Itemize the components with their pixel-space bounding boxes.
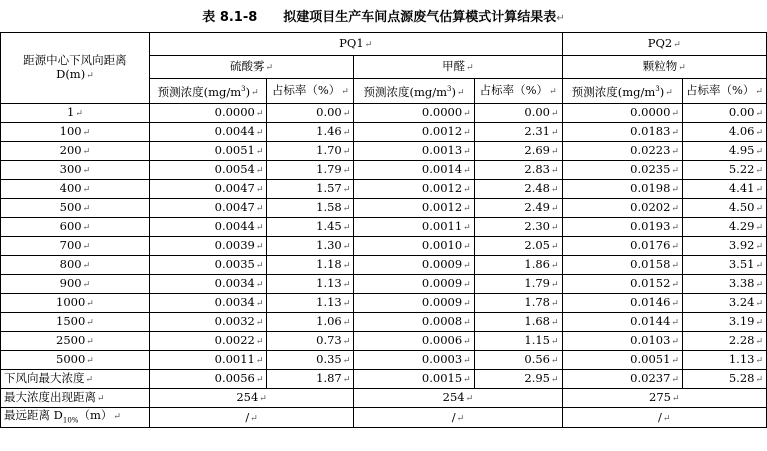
table-row (1, 332, 767, 351)
conc-cell-formaldehyde: 0.0013↵ (354, 142, 474, 161)
conc-cell-formaldehyde: 0.0015↵ (354, 370, 474, 389)
rate-cell-sulfuric-acid: 0.73↵ (267, 332, 354, 351)
conc-cell-formaldehyde: 0.0008↵ (354, 313, 474, 332)
conc-cell-sulfuric-acid: 0.0056↵ (149, 370, 267, 389)
conc-cell-formaldehyde: 0.0011↵ (354, 218, 474, 237)
table-row (1, 199, 767, 218)
nearest-distance-particulate: /↵ (562, 408, 766, 428)
distance-cell: 500↵ (1, 199, 150, 218)
distance-header: 距源中心下风向距离 D(m)↵ (1, 33, 150, 104)
rate-cell-sulfuric-acid: 1.70↵ (267, 142, 354, 161)
table-row (1, 218, 767, 237)
table-title-text: 拟建项目生产车间点源废气估算模式计算结果表 (283, 10, 557, 25)
conc-cell-sulfuric-acid: 0.0000↵ (149, 104, 267, 123)
max-distance-row (1, 389, 767, 408)
rate-cell-sulfuric-acid: 1.18↵ (267, 256, 354, 275)
rate-cell-formaldehyde: 0.56↵ (474, 351, 562, 370)
table-row (1, 370, 767, 389)
max-distance-formaldehyde: 254↵ (354, 389, 562, 408)
rate-cell-particulate: 4.50↵ (682, 199, 766, 218)
distance-cell: 下风向最大浓度↵ (1, 370, 150, 389)
conc-header-particulate: 预测浓度$(mg/m^3)↵$ (562, 79, 682, 104)
rate-cell-sulfuric-acid: 1.46↵ (267, 123, 354, 142)
distance-cell: 1000↵ (1, 294, 150, 313)
rate-cell-sulfuric-acid: 0.00↵ (267, 104, 354, 123)
conc-cell-particulate: 0.0103↵ (562, 332, 682, 351)
conc-cell-formaldehyde: 0.0009↵ (354, 256, 474, 275)
distance-cell: 900↵ (1, 275, 150, 294)
conc-cell-formaldehyde: 0.0012↵ (354, 180, 474, 199)
distance-cell: 5000↵ (1, 351, 150, 370)
conc-cell-particulate: 0.0051↵ (562, 351, 682, 370)
conc-cell-particulate: 0.0223↵ (562, 142, 682, 161)
distance-cell: 400↵ (1, 180, 150, 199)
source-pq1-header: PQ1↵ (149, 33, 562, 56)
distance-cell: 1↵ (1, 104, 150, 123)
conc-cell-sulfuric-acid: 0.0034↵ (149, 275, 267, 294)
conc-cell-formaldehyde: 0.0009↵ (354, 275, 474, 294)
distance-cell: 800↵ (1, 256, 150, 275)
rate-header-sulfuric-acid: 占标率（%）↵ (267, 79, 354, 104)
rate-cell-particulate: 4.29↵ (682, 218, 766, 237)
conc-header-sulfuric-acid: 预测浓度$(mg/m^3)↵$ (149, 79, 267, 104)
conc-cell-particulate: 0.0237↵ (562, 370, 682, 389)
conc-cell-sulfuric-acid: 0.0011↵ (149, 351, 267, 370)
rate-cell-formaldehyde: 1.78↵ (474, 294, 562, 313)
max-distance-label: 最大浓度出现距离↵ (1, 389, 150, 408)
rate-cell-formaldehyde: 2.83↵ (474, 161, 562, 180)
conc-cell-particulate: 0.0158↵ (562, 256, 682, 275)
conc-cell-particulate: 0.0193↵ (562, 218, 682, 237)
rate-cell-particulate: 0.00↵ (682, 104, 766, 123)
distance-cell: 2500↵ (1, 332, 150, 351)
rate-cell-particulate: 3.38↵ (682, 275, 766, 294)
nearest-distance-sulfuric-acid: /↵ (149, 408, 353, 428)
rate-cell-formaldehyde: 2.30↵ (474, 218, 562, 237)
table-title: 表 8.1-8 拟建项目生产车间点源废气估算模式计算结果表↵ (202, 10, 565, 25)
conc-cell-sulfuric-acid: 0.0051↵ (149, 142, 267, 161)
results-table (0, 32, 767, 428)
conc-cell-sulfuric-acid: 0.0034↵ (149, 294, 267, 313)
rate-cell-particulate: 4.41↵ (682, 180, 766, 199)
nearest-distance-row (1, 408, 767, 428)
rate-header-particulate: 占标率（%）↵ (682, 79, 766, 104)
table-row (1, 294, 767, 313)
table-row (1, 104, 767, 123)
conc-cell-particulate: 0.0144↵ (562, 313, 682, 332)
rate-cell-sulfuric-acid: 1.06↵ (267, 313, 354, 332)
rate-cell-formaldehyde: 2.05↵ (474, 237, 562, 256)
rate-cell-particulate: 4.06↵ (682, 123, 766, 142)
rate-cell-sulfuric-acid: 1.79↵ (267, 161, 354, 180)
rate-cell-sulfuric-acid: 1.57↵ (267, 180, 354, 199)
rate-header-formaldehyde: 占标率（%）↵ (474, 79, 562, 104)
distance-cell: 200↵ (1, 142, 150, 161)
rate-cell-formaldehyde: 2.95↵ (474, 370, 562, 389)
rate-cell-particulate: 4.95↵ (682, 142, 766, 161)
rate-cell-formaldehyde: 1.79↵ (474, 275, 562, 294)
rate-cell-sulfuric-acid: 1.30↵ (267, 237, 354, 256)
nearest-distance-formaldehyde: /↵ (354, 408, 562, 428)
max-distance-sulfuric-acid: 254↵ (149, 389, 353, 408)
max-distance-particulate: 275↵ (562, 389, 766, 408)
table-row (1, 256, 767, 275)
conc-cell-formaldehyde: 0.0003↵ (354, 351, 474, 370)
conc-cell-particulate: 0.0152↵ (562, 275, 682, 294)
conc-cell-particulate: 0.0000↵ (562, 104, 682, 123)
conc-cell-sulfuric-acid: 0.0047↵ (149, 180, 267, 199)
header-row-sources (1, 33, 767, 56)
table-row (1, 123, 767, 142)
rate-cell-sulfuric-acid: 1.45↵ (267, 218, 354, 237)
rate-cell-formaldehyde: 1.86↵ (474, 256, 562, 275)
rate-cell-formaldehyde: 1.15↵ (474, 332, 562, 351)
table-row (1, 237, 767, 256)
rate-cell-sulfuric-acid: 1.13↵ (267, 294, 354, 313)
table-row (1, 275, 767, 294)
conc-cell-particulate: 0.0183↵ (562, 123, 682, 142)
table-body (1, 104, 767, 389)
distance-cell: 1500↵ (1, 313, 150, 332)
conc-cell-sulfuric-acid: 0.0032↵ (149, 313, 267, 332)
conc-cell-sulfuric-acid: 0.0044↵ (149, 218, 267, 237)
conc-cell-formaldehyde: 0.0009↵ (354, 294, 474, 313)
conc-cell-particulate: 0.0146↵ (562, 294, 682, 313)
rate-cell-sulfuric-acid: 1.13↵ (267, 275, 354, 294)
rate-cell-sulfuric-acid: 1.87↵ (267, 370, 354, 389)
conc-cell-sulfuric-acid: 0.0022↵ (149, 332, 267, 351)
rate-cell-formaldehyde: 2.69↵ (474, 142, 562, 161)
table-row (1, 142, 767, 161)
conc-cell-sulfuric-acid: 0.0044↵ (149, 123, 267, 142)
rate-cell-formaldehyde: 2.31↵ (474, 123, 562, 142)
pollutant-header-particulate: 颗粒物↵ (562, 56, 766, 79)
conc-cell-particulate: 0.0202↵ (562, 199, 682, 218)
conc-cell-sulfuric-acid: 0.0047↵ (149, 199, 267, 218)
distance-cell: 600↵ (1, 218, 150, 237)
source-pq2-header: PQ2↵ (562, 33, 766, 56)
nearest-distance-label: 最远距离 $D_{10\%}(m)↵$ (1, 408, 150, 428)
pollutant-header-sulfuric-acid: 硫酸雾↵ (149, 56, 353, 79)
conc-cell-formaldehyde: 0.0006↵ (354, 332, 474, 351)
rate-cell-formaldehyde: 1.68↵ (474, 313, 562, 332)
rate-cell-sulfuric-acid: 0.35↵ (267, 351, 354, 370)
distance-cell: 100↵ (1, 123, 150, 142)
conc-cell-formaldehyde: 0.0012↵ (354, 123, 474, 142)
rate-cell-particulate: 3.19↵ (682, 313, 766, 332)
conc-cell-formaldehyde: 0.0000↵ (354, 104, 474, 123)
conc-cell-formaldehyde: 0.0014↵ (354, 161, 474, 180)
rate-cell-particulate: 3.92↵ (682, 237, 766, 256)
rate-cell-particulate: 5.28↵ (682, 370, 766, 389)
conc-cell-particulate: 0.0198↵ (562, 180, 682, 199)
distance-cell: 700↵ (1, 237, 150, 256)
rate-cell-formaldehyde: 2.49↵ (474, 199, 562, 218)
rate-cell-particulate: 3.24↵ (682, 294, 766, 313)
rate-cell-sulfuric-acid: 1.58↵ (267, 199, 354, 218)
conc-cell-sulfuric-acid: 0.0035↵ (149, 256, 267, 275)
conc-cell-sulfuric-acid: 0.0039↵ (149, 237, 267, 256)
conc-cell-sulfuric-acid: 0.0054↵ (149, 161, 267, 180)
rate-cell-formaldehyde: 0.00↵ (474, 104, 562, 123)
table-row (1, 161, 767, 180)
table-row (1, 313, 767, 332)
table-number: 表 8.1-8 (202, 10, 258, 25)
conc-cell-formaldehyde: 0.0012↵ (354, 199, 474, 218)
table-row (1, 351, 767, 370)
table-row (1, 180, 767, 199)
conc-header-formaldehyde: 预测浓度$(mg/m^3)↵$ (354, 79, 474, 104)
pollutant-header-formaldehyde: 甲醛↵ (354, 56, 562, 79)
conc-cell-formaldehyde: 0.0010↵ (354, 237, 474, 256)
rate-cell-particulate: 5.22↵ (682, 161, 766, 180)
rate-cell-particulate: 2.28↵ (682, 332, 766, 351)
rate-cell-particulate: 3.51↵ (682, 256, 766, 275)
conc-cell-particulate: 0.0176↵ (562, 237, 682, 256)
distance-cell: 300↵ (1, 161, 150, 180)
conc-cell-particulate: 0.0235↵ (562, 161, 682, 180)
rate-cell-formaldehyde: 2.48↵ (474, 180, 562, 199)
rate-cell-particulate: 1.13↵ (682, 351, 766, 370)
